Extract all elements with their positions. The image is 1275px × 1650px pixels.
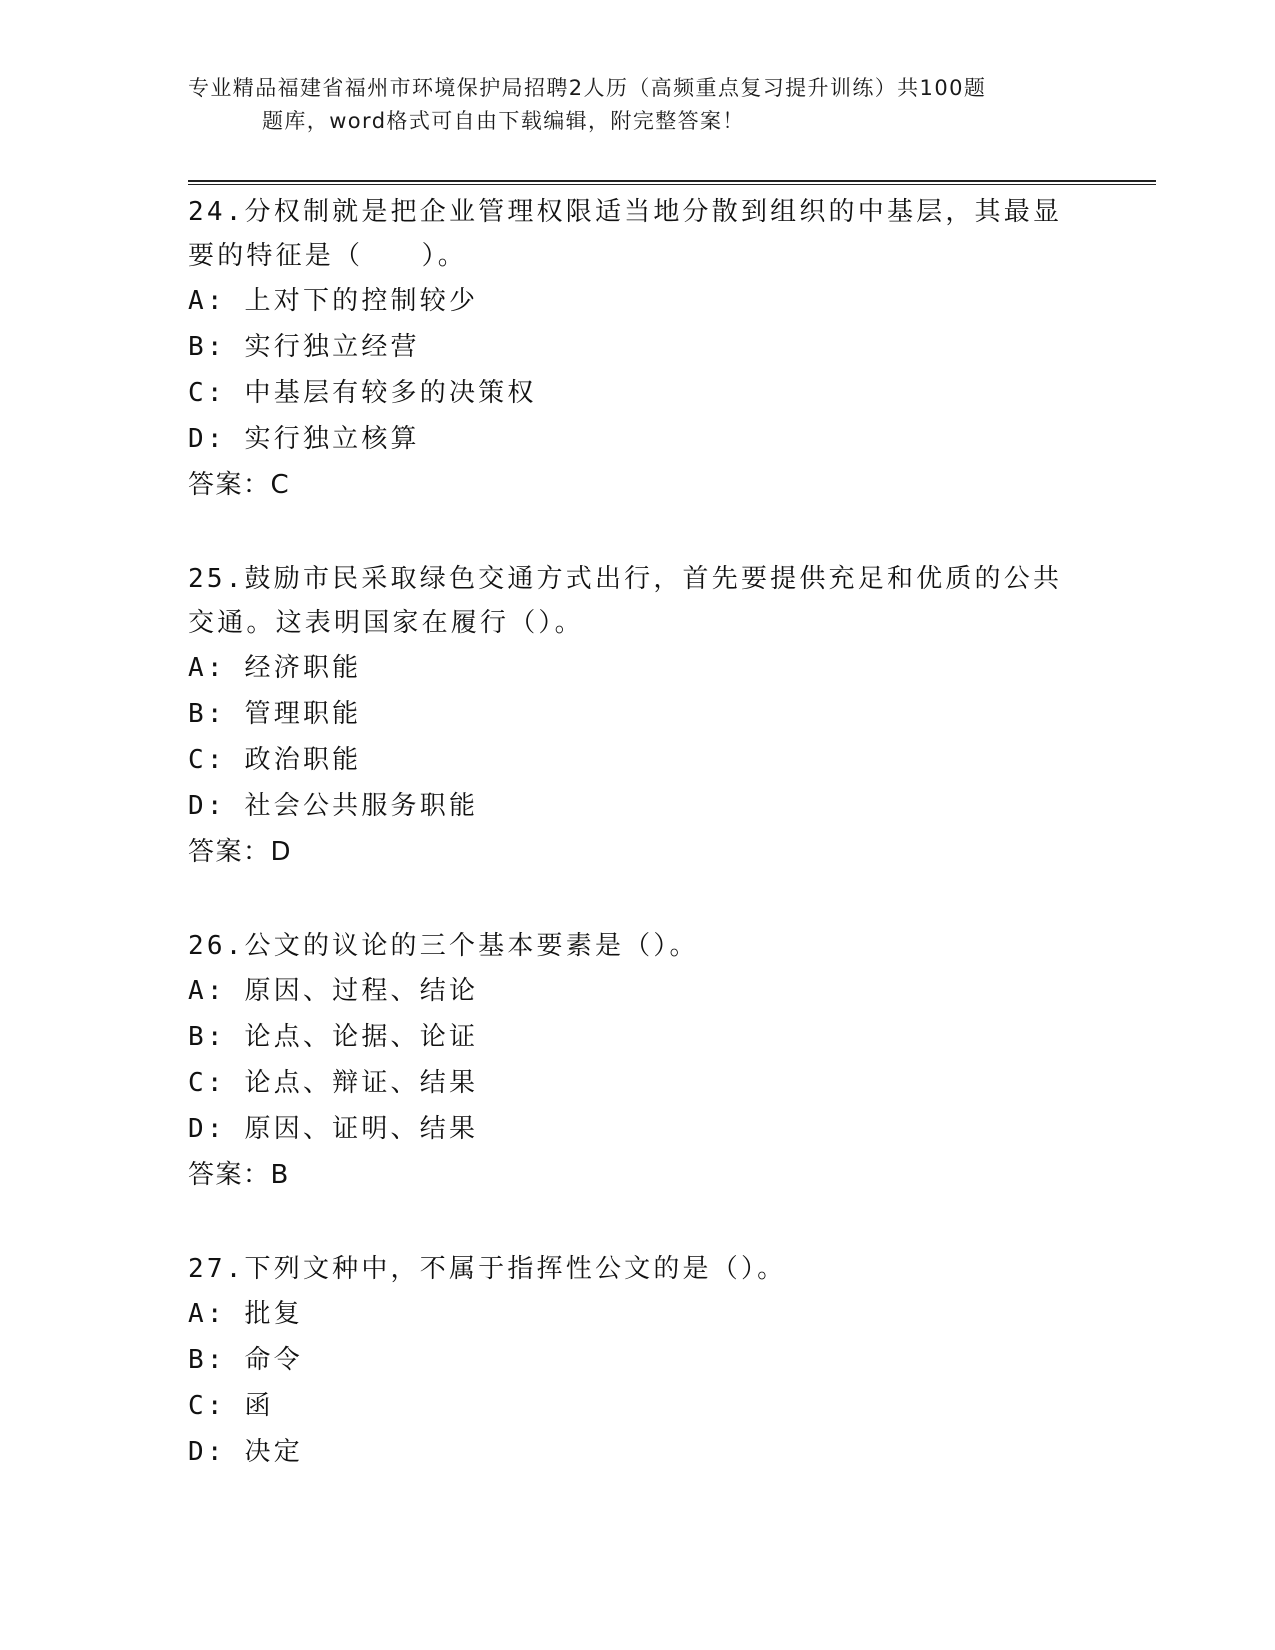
option-d: D: 实行独立核算 [188,424,420,454]
question-text: 25.鼓励市民采取绿色交通方式出行，首先要提供充足和优质的公共交通。这表明国家在履行（）。 [188,564,1063,638]
option-b: B: 命令 [188,1345,303,1375]
question-25 [188,557,1088,875]
option-a: A: 经济职能 [188,653,362,683]
answer-label: 答案：C [188,470,291,500]
question-list [188,190,1088,1475]
option-b: B: 管理职能 [188,699,362,729]
question-spacer [188,875,1088,924]
header-rule-thin [188,184,1156,185]
question-27 [188,1247,1088,1475]
option-d: D: 原因、证明、结果 [188,1114,479,1144]
answer-label: 答案：D [188,837,293,867]
option-c: C: 中基层有较多的决策权 [188,378,537,408]
option-c: C: 政治职能 [188,745,362,775]
option-b: B: 实行独立经营 [188,332,420,362]
option-b: B: 论点、论据、论证 [188,1022,479,1052]
question-text: 26.公文的议论的三个基本要素是（）。 [188,931,699,961]
header-rule-thick [188,180,1156,182]
option-d: D: 社会公共服务职能 [188,791,479,821]
option-a: A: 批复 [188,1299,303,1329]
document-header [188,72,1088,138]
option-d: D: 决定 [188,1437,303,1467]
header-title-line1: 专业精品福建省福州市环境保护局招聘2人历（高频重点复习提升训练）共100题 [188,76,987,100]
question-spacer [188,508,1088,557]
answer-label: 答案：B [188,1160,290,1190]
question-24 [188,190,1088,508]
question-text: 27.下列文种中，不属于指挥性公文的是（）。 [188,1254,787,1284]
question-text: 24.分权制就是把企业管理权限适当地分散到组织的中基层，其最显要的特征是（ ）。 [188,197,1063,271]
option-a: A: 原因、过程、结论 [188,976,479,1006]
option-c: C: 函 [188,1391,274,1421]
question-spacer [188,1198,1088,1247]
option-c: C: 论点、辩证、结果 [188,1068,479,1098]
header-title-line2: 题库，word格式可自由下载编辑，附完整答案！ [262,109,745,133]
option-a: A: 上对下的控制较少 [188,286,479,316]
question-26 [188,924,1088,1198]
